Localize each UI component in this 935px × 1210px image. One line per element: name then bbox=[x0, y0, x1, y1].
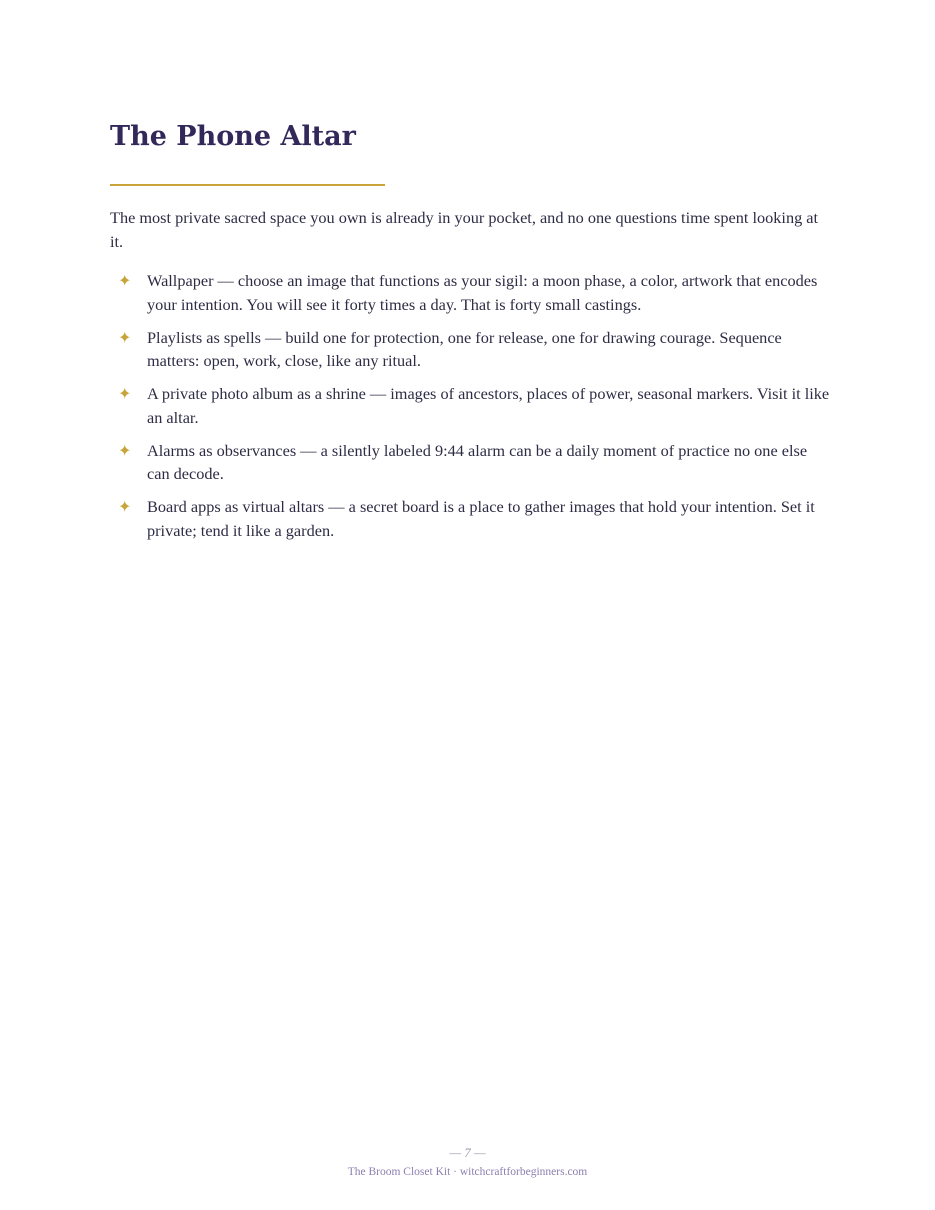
four-point-star-icon: ✦ bbox=[118, 384, 132, 403]
title-underline-divider bbox=[110, 184, 385, 186]
list-item-text: A private photo album as a shrine — images of ancestors, places of power, seasonal markers. Visit it like an altar. bbox=[147, 384, 830, 427]
list-item bbox=[110, 269, 830, 316]
list-item bbox=[110, 326, 830, 373]
list-item bbox=[110, 495, 830, 542]
four-point-star-icon: ✦ bbox=[118, 440, 132, 460]
four-point-star-icon: ✦ bbox=[118, 271, 132, 290]
list-item bbox=[110, 439, 830, 486]
page-title: The Phone Altar bbox=[110, 121, 356, 152]
page-number: — 7 — bbox=[449, 1145, 486, 1160]
list-item-text: Playlists as spells — build one for protection, one for release, one for drawing courage. Sequence matters: open, work, close, like any ritual. bbox=[147, 327, 782, 370]
list-item-text: Wallpaper — choose an image that functions as your sigil: a moon phase, a color, artwork that encodes your intention. You will see it forty times a day. That is forty small castings. bbox=[147, 271, 818, 314]
four-point-star-icon: ✦ bbox=[118, 497, 132, 516]
bullet-list bbox=[110, 269, 830, 552]
list-item-text: Alarms as observances — a silently labeled 9:44 alarm can be a daily moment of practice no one else can decode. bbox=[147, 440, 808, 483]
footer-text: The Broom Closet Kit · witchcraftforbeginners.com bbox=[347, 1166, 588, 1178]
list-item bbox=[110, 382, 830, 429]
four-point-star-icon: ✦ bbox=[118, 327, 132, 347]
intro-paragraph: The most private sacred space you own is already in your pocket, and no one questions time spent looking at it. bbox=[110, 208, 819, 251]
list-item-text: Board apps as virtual altars — a secret board is a place to gather images that hold your intention. Set it private; tend it like a garden. bbox=[147, 497, 815, 540]
